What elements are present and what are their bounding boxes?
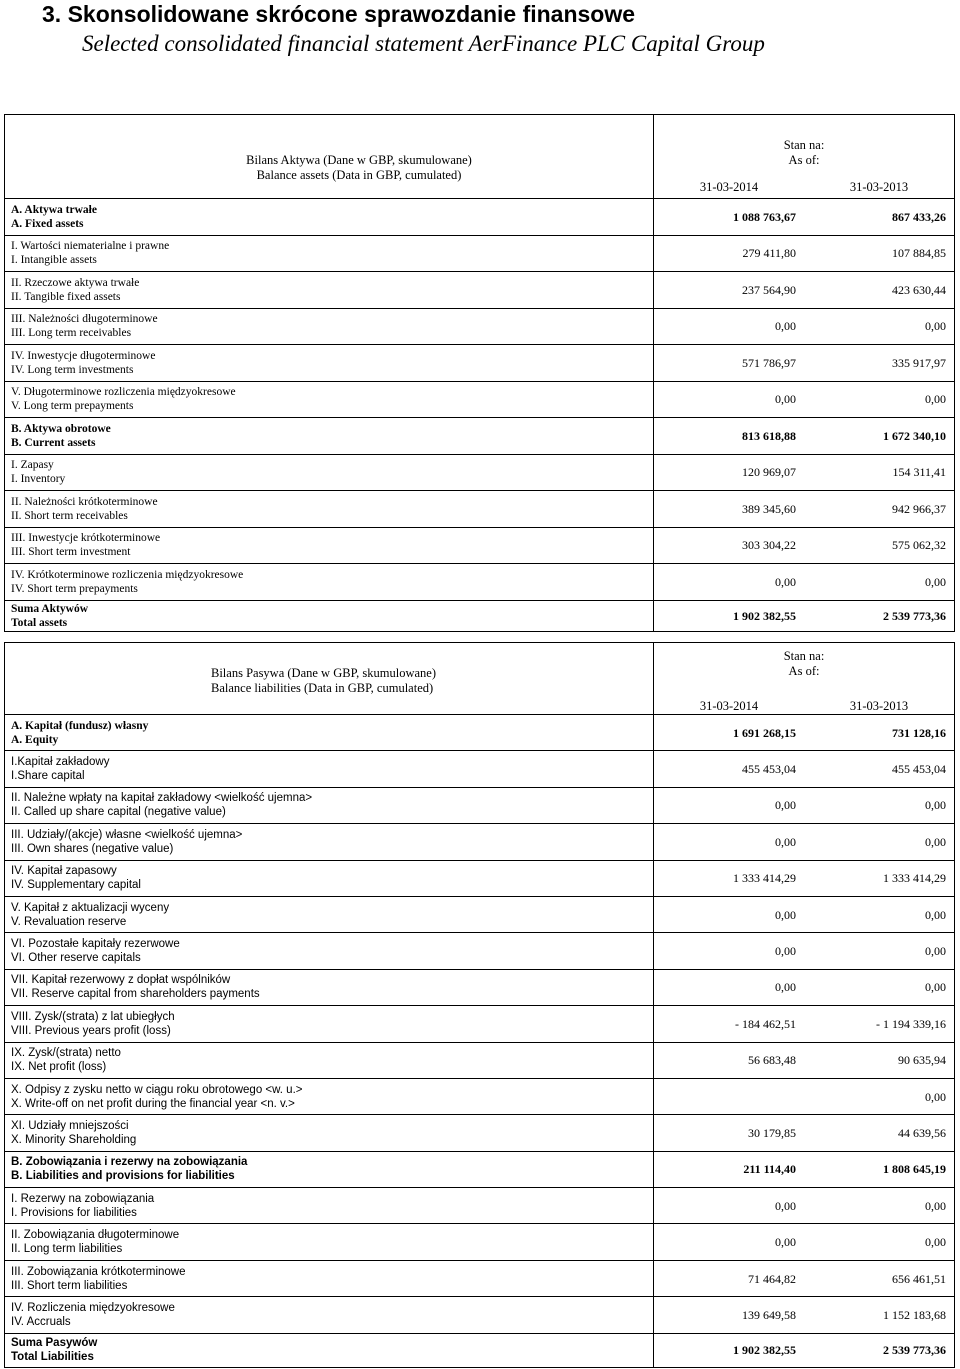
- row-label-en: B. Liabilities and provisions for liabilities: [11, 1170, 235, 1183]
- row-label-en: IV. Supplementary capital: [11, 879, 141, 892]
- liabilities-row-values: [654, 1115, 955, 1151]
- row-label-en: III. Long term receivables: [11, 327, 132, 340]
- assets-date-header: [654, 115, 955, 199]
- row-label-pl: I. Wartości niematerialne i prawne: [11, 240, 170, 253]
- liabilities-row: [5, 751, 955, 787]
- assets-row: [5, 418, 955, 455]
- liabilities-header-en: Balance liabilities (Data in GBP, cumulated): [211, 680, 434, 695]
- liabilities-row-label: [5, 933, 654, 969]
- assets-row-values: [654, 199, 955, 236]
- liabilities-row: [5, 715, 955, 751]
- value-previous: 0,00: [925, 392, 946, 407]
- assets-row: [5, 199, 955, 236]
- section-subtitle: Selected consolidated financial statement AerFinance PLC Capital Group: [82, 31, 765, 56]
- value-current: 237 564,90: [742, 282, 796, 297]
- row-label-en: I. Intangible assets: [11, 254, 97, 267]
- liabilities-row: [5, 824, 955, 860]
- liabilities-row: [5, 1078, 955, 1114]
- liabilities-row-label: [5, 1297, 654, 1333]
- liabilities-row-values: [654, 1006, 955, 1042]
- value-previous: 1 333 414,29: [883, 871, 946, 886]
- value-current: 279 411,80: [742, 246, 796, 261]
- value-current: 0,00: [775, 944, 796, 959]
- assets-date-2: 31-03-2013: [849, 180, 909, 194]
- value-previous: 335 917,97: [892, 355, 946, 370]
- liabilities-row-label: [5, 1078, 654, 1114]
- row-label-pl: VII. Kapitał rezerwowy z dopłat wspólników: [11, 974, 231, 987]
- liabilities-date-header: [654, 643, 955, 715]
- liabilities-stan-pl: Stan na:: [783, 649, 825, 663]
- assets-row-label: [5, 199, 654, 236]
- value-previous: 0,00: [925, 798, 946, 813]
- value-current: 0,00: [775, 980, 796, 995]
- liabilities-date-1: 31-03-2014: [699, 699, 759, 713]
- value-previous: 154 311,41: [892, 465, 946, 480]
- assets-row-label: [5, 381, 654, 418]
- assets-row-label: [5, 527, 654, 564]
- row-label-pl: V. Długoterminowe rozliczenia międzyokresowe: [11, 386, 236, 399]
- row-label-en: A. Fixed assets: [11, 217, 84, 230]
- value-previous: 731 128,16: [892, 725, 946, 740]
- assets-row-values: [654, 454, 955, 491]
- value-previous: 2 539 773,36: [883, 608, 946, 623]
- liabilities-row-label: [5, 1188, 654, 1224]
- liabilities-row: [5, 787, 955, 823]
- liabilities-row-label: [5, 1151, 654, 1187]
- liabilities-row-values: [654, 1333, 955, 1367]
- row-label-pl: IV. Rozliczenia międzyokresowe: [11, 1301, 175, 1314]
- value-previous: 0,00: [925, 574, 946, 589]
- value-previous: 0,00: [925, 907, 946, 922]
- liabilities-row-label: [5, 1333, 654, 1367]
- liabilities-row: [5, 1188, 955, 1224]
- liabilities-row-label: [5, 1224, 654, 1260]
- assets-row-label: [5, 418, 654, 455]
- liabilities-row-label: [5, 1260, 654, 1296]
- row-label-en: V. Revaluation reserve: [11, 915, 127, 928]
- row-label-en: II. Tangible fixed assets: [11, 290, 121, 303]
- value-current: 1 691 268,15: [733, 725, 796, 740]
- value-current: 455 453,04: [742, 762, 796, 777]
- liabilities-row-values: [654, 715, 955, 751]
- value-current: 0,00: [775, 907, 796, 922]
- value-current: 0,00: [775, 1198, 796, 1213]
- assets-row-label: [5, 345, 654, 382]
- row-label-en: I. Provisions for liabilities: [11, 1206, 137, 1219]
- row-label-en: Total Liabilities: [11, 1351, 94, 1364]
- row-label-pl: I. Zapasy: [11, 459, 54, 472]
- liabilities-row: [5, 1115, 955, 1151]
- row-label-en: VII. Reserve capital from shareholders payments: [11, 988, 260, 1001]
- row-label-pl: IX. Zysk/(strata) netto: [11, 1047, 121, 1060]
- row-label-en: II. Long term liabilities: [11, 1243, 123, 1256]
- row-label-pl: XI. Udziały mniejszości: [11, 1119, 129, 1132]
- value-current: 389 345,60: [742, 501, 796, 516]
- value-current: 1 902 382,55: [733, 1343, 796, 1358]
- row-label-en: II. Called up share capital (negative value): [11, 806, 226, 819]
- assets-stan-pl: Stan na:: [783, 138, 825, 152]
- liabilities-row-label: [5, 1006, 654, 1042]
- liabilities-row: [5, 969, 955, 1005]
- assets-row: [5, 491, 955, 528]
- row-label-en: IV. Short term prepayments: [11, 582, 138, 595]
- row-label-pl: IV. Inwestycje długoterminowe: [11, 349, 156, 362]
- assets-row-values: [654, 235, 955, 272]
- row-label-pl: II. Należności krótkoterminowe: [11, 495, 158, 508]
- liabilities-row: [5, 1151, 955, 1187]
- assets-stan-en: As of:: [788, 153, 820, 167]
- liabilities-row-values: [654, 751, 955, 787]
- value-previous: 44 639,56: [898, 1125, 946, 1140]
- assets-row: [5, 272, 955, 309]
- assets-row: [5, 308, 955, 345]
- liabilities-row-label: [5, 715, 654, 751]
- value-previous: 867 433,26: [892, 209, 946, 224]
- value-previous: 1 808 645,19: [883, 1162, 946, 1177]
- value-current: 139 649,58: [742, 1307, 796, 1322]
- row-label-pl: III. Inwestycje krótkoterminowe: [11, 532, 161, 545]
- row-label-en: VIII. Previous years profit (loss): [11, 1024, 171, 1037]
- row-label-pl: IV. Krótkoterminowe rozliczenia międzyokresowe: [11, 568, 244, 581]
- value-current: 120 969,07: [742, 465, 796, 480]
- value-current: 0,00: [775, 1235, 796, 1250]
- row-label-en: III. Own shares (negative value): [11, 842, 174, 855]
- assets-row-values: [654, 272, 955, 309]
- value-current: 0,00: [775, 834, 796, 849]
- value-previous: 0,00: [925, 944, 946, 959]
- row-label-en: V. Long term prepayments: [11, 400, 134, 413]
- value-current: 0,00: [775, 798, 796, 813]
- value-current: 813 618,88: [742, 428, 796, 443]
- assets-row-values: [654, 308, 955, 345]
- liabilities-row-label: [5, 1115, 654, 1151]
- liabilities-row-label: [5, 824, 654, 860]
- value-previous: 107 884,85: [892, 246, 946, 261]
- liabilities-row-values: [654, 824, 955, 860]
- liabilities-header-row: [5, 643, 955, 715]
- assets-row: [5, 600, 955, 631]
- row-label-pl: IV. Kapitał zapasowy: [11, 865, 117, 878]
- liabilities-row: [5, 1297, 955, 1333]
- value-current: 56 683,48: [748, 1053, 796, 1068]
- assets-row-label: [5, 454, 654, 491]
- assets-row-label: [5, 564, 654, 601]
- liabilities-row-label: [5, 969, 654, 1005]
- value-previous: 423 630,44: [892, 282, 946, 297]
- assets-row: [5, 454, 955, 491]
- row-label-pl: III. Należności długoterminowe: [11, 313, 158, 326]
- assets-row-values: [654, 345, 955, 382]
- liabilities-row-label: [5, 751, 654, 787]
- assets-row-values: [654, 491, 955, 528]
- value-previous: 1 152 183,68: [883, 1307, 946, 1322]
- assets-date-1: 31-03-2014: [699, 180, 759, 194]
- assets-row-values: [654, 418, 955, 455]
- liabilities-row: [5, 860, 955, 896]
- row-label-en: IV. Long term investments: [11, 363, 134, 376]
- value-previous: 1 672 340,10: [883, 428, 946, 443]
- assets-header-pl: Bilans Aktywa (Dane w GBP, skumulowane): [246, 152, 472, 167]
- value-previous: 0,00: [925, 319, 946, 334]
- assets-header-en: Balance assets (Data in GBP, cumulated): [256, 167, 462, 182]
- value-current: 211 114,40: [743, 1162, 796, 1177]
- row-label-en: A. Equity: [11, 733, 59, 746]
- value-current: 0,00: [775, 319, 796, 334]
- row-label-en: II. Short term receivables: [11, 509, 128, 522]
- row-label-en: Total assets: [11, 616, 68, 629]
- value-previous: 942 966,37: [892, 501, 946, 516]
- value-current: 71 464,82: [748, 1271, 796, 1286]
- value-previous: - 1 194 339,16: [876, 1016, 946, 1031]
- row-label-pl: A. Aktywa trwałe: [11, 203, 97, 216]
- liabilities-row: [5, 896, 955, 932]
- assets-row-values: [654, 564, 955, 601]
- row-label-pl: VI. Pozostałe kapitały rezerwowe: [11, 938, 180, 951]
- balance-assets-table: [4, 114, 955, 632]
- value-previous: 0,00: [925, 1235, 946, 1250]
- value-previous: 90 635,94: [898, 1053, 946, 1068]
- row-label-pl: I. Rezerwy na zobowiązania: [11, 1192, 155, 1205]
- assets-row-label: [5, 272, 654, 309]
- liabilities-row-values: [654, 1224, 955, 1260]
- liabilities-row-values: [654, 1042, 955, 1078]
- value-previous: 2 539 773,36: [883, 1343, 946, 1358]
- row-label-pl: III. Udziały/(akcje) własne <wielkość ujemna>: [11, 828, 243, 841]
- liabilities-header-cell: [5, 643, 654, 715]
- balance-liabilities-table: [4, 642, 955, 1368]
- liabilities-row: [5, 933, 955, 969]
- row-label-en: B. Current assets: [11, 436, 96, 449]
- liabilities-header-pl: Bilans Pasywa (Dane w GBP, skumulowane): [211, 665, 436, 680]
- row-label-en: I.Share capital: [11, 770, 85, 783]
- liabilities-row-values: [654, 1151, 955, 1187]
- liabilities-row: [5, 1042, 955, 1078]
- assets-row-label: [5, 600, 654, 631]
- row-label-en: III. Short term investment: [11, 546, 131, 559]
- liabilities-row: [5, 1224, 955, 1260]
- liabilities-row: [5, 1260, 955, 1296]
- liabilities-row-values: [654, 1188, 955, 1224]
- row-label-en: VI. Other reserve capitals: [11, 952, 141, 965]
- row-label-pl: B. Zobowiązania i rezerwy na zobowiązania: [11, 1156, 248, 1169]
- row-label-en: X. Minority Shareholding: [11, 1133, 137, 1146]
- assets-header-cell: [5, 115, 654, 199]
- value-current: 0,00: [775, 392, 796, 407]
- value-previous: 0,00: [925, 1198, 946, 1213]
- value-current: 1 902 382,55: [733, 608, 796, 623]
- value-previous: 575 062,32: [892, 538, 946, 553]
- liabilities-row-values: [654, 1297, 955, 1333]
- row-label-en: III. Short term liabilities: [11, 1279, 128, 1292]
- assets-row: [5, 345, 955, 382]
- row-label-pl: A. Kapitał (fundusz) własny: [11, 719, 149, 732]
- value-previous: 0,00: [925, 1089, 946, 1104]
- row-label-pl: V. Kapitał z aktualizacji wyceny: [11, 901, 170, 914]
- row-label-en: X. Write-off on net profit during the financial year <n. v.>: [11, 1097, 295, 1110]
- liabilities-row-values: [654, 787, 955, 823]
- liabilities-date-2: 31-03-2013: [849, 699, 909, 713]
- row-label-pl: III. Zobowiązania krótkoterminowe: [11, 1265, 186, 1278]
- liabilities-row: [5, 1006, 955, 1042]
- assets-row-values: [654, 527, 955, 564]
- section-title: 3. Skonsolidowane skrócone sprawozdanie finansowe: [42, 1, 636, 27]
- liabilities-row-values: [654, 969, 955, 1005]
- liabilities-row-values: [654, 896, 955, 932]
- value-current: 1 088 763,67: [733, 209, 796, 224]
- row-label-en: IX. Net profit (loss): [11, 1061, 107, 1074]
- row-label-en: IV. Accruals: [11, 1315, 71, 1328]
- liabilities-row-values: [654, 860, 955, 896]
- liabilities-row-label: [5, 1042, 654, 1078]
- value-previous: 455 453,04: [892, 762, 946, 777]
- assets-row-values: [654, 600, 955, 631]
- value-previous: 656 461,51: [892, 1271, 946, 1286]
- row-label-pl: II. Rzeczowe aktywa trwałe: [11, 276, 140, 289]
- page-header: [42, 0, 765, 58]
- row-label-pl: I.Kapitał zakładowy: [11, 756, 110, 769]
- value-current: - 184 462,51: [735, 1016, 796, 1031]
- row-label-pl: B. Aktywa obrotowe: [11, 422, 111, 435]
- row-label-pl: Suma Pasywów: [11, 1337, 98, 1350]
- assets-row: [5, 564, 955, 601]
- value-current: [654, 1090, 804, 1104]
- liabilities-row-label: [5, 860, 654, 896]
- assets-row-label: [5, 235, 654, 272]
- value-current: 30 179,85: [748, 1125, 796, 1140]
- assets-row: [5, 381, 955, 418]
- row-label-en: I. Inventory: [11, 473, 66, 486]
- assets-row-values: [654, 381, 955, 418]
- liabilities-row-values: [654, 1078, 955, 1114]
- assets-row-label: [5, 308, 654, 345]
- value-previous: 0,00: [925, 834, 946, 849]
- liabilities-row: [5, 1333, 955, 1367]
- value-current: 571 786,97: [742, 355, 796, 370]
- row-label-pl: Suma Aktywów: [11, 602, 89, 615]
- liabilities-row-label: [5, 896, 654, 932]
- row-label-pl: II. Zobowiązania długoterminowe: [11, 1229, 180, 1242]
- liabilities-stan-en: As of:: [788, 664, 820, 678]
- assets-header-row: [5, 115, 955, 199]
- assets-row: [5, 527, 955, 564]
- value-previous: 0,00: [925, 980, 946, 995]
- value-current: 1 333 414,29: [733, 871, 796, 886]
- assets-row: [5, 235, 955, 272]
- row-label-pl: VIII. Zysk/(strata) z lat ubiegłych: [11, 1010, 175, 1023]
- row-label-pl: II. Należne wpłaty na kapitał zakładowy <wielkość ujemna>: [11, 792, 313, 805]
- liabilities-row-values: [654, 1260, 955, 1296]
- liabilities-row-label: [5, 787, 654, 823]
- row-label-pl: X. Odpisy z zysku netto w ciągu roku obrotowego <w. u.>: [11, 1083, 303, 1096]
- value-current: 0,00: [775, 574, 796, 589]
- value-current: 303 304,22: [742, 538, 796, 553]
- liabilities-row-values: [654, 933, 955, 969]
- assets-row-label: [5, 491, 654, 528]
